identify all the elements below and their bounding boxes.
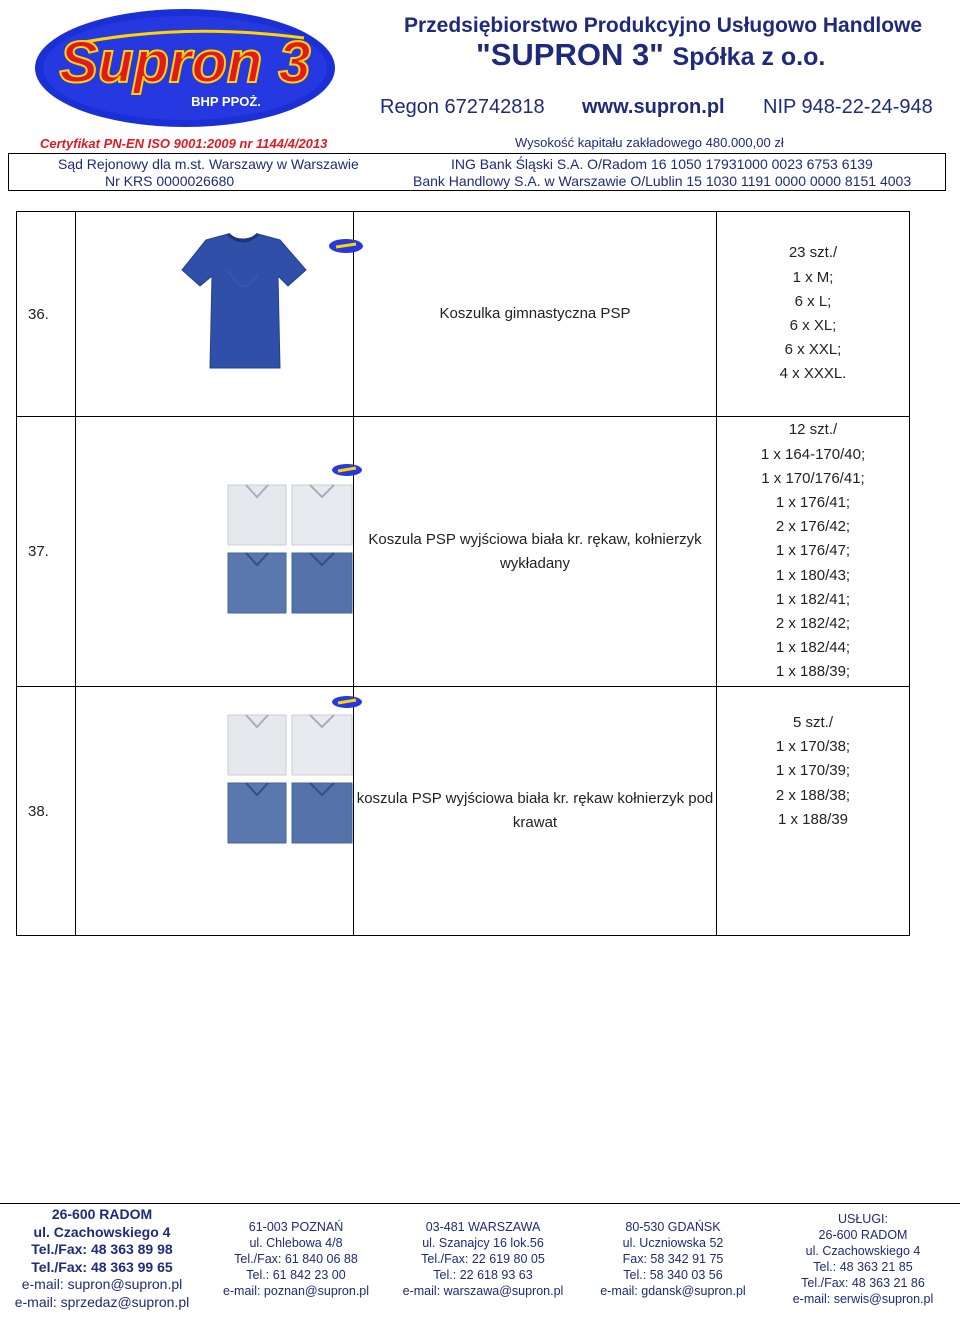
footer-line: Tel./Fax: 61 840 06 88 (234, 1252, 358, 1266)
iso-certificate: Certyfikat PN-EN ISO 9001:2009 nr 1144/4/2013 (40, 136, 328, 151)
item-name: Koszulka gimnastyczna PSP (354, 212, 717, 417)
quantity-line: 6 x XXL; (784, 341, 842, 359)
footer-line: ul. Czachowskiego 4 (33, 1223, 171, 1240)
footer-gdansk (578, 1219, 768, 1299)
quantity-line: 6 x XL; (789, 317, 837, 334)
table-row (17, 687, 910, 936)
tshirt-image (168, 230, 318, 370)
regon-number: Regon 672742818 (380, 96, 545, 118)
item-image-cell (76, 212, 354, 417)
company-logo (34, 8, 336, 128)
item-quantity (717, 212, 910, 417)
table-row (17, 417, 910, 687)
footer-line: 26-600 RADOM (818, 1228, 908, 1242)
quantity-line: 2 x 176/42; (775, 518, 851, 536)
quantity-line: 1 x 188/39 (777, 810, 849, 828)
footer-email-link[interactable]: e-mail: gdansk@supron.pl (600, 1284, 746, 1298)
footer-uslugi (768, 1211, 958, 1307)
website-link[interactable]: www.supron.pl (582, 96, 725, 118)
nip-number: NIP 948-22-24-948 (763, 96, 933, 118)
footer-email-link[interactable]: e-mail: poznan@supron.pl (222, 1284, 370, 1298)
item-number: 36. (17, 212, 76, 417)
quantity-line: 1 x 182/41; (775, 590, 851, 608)
court-line1: Sąd Rejonowy dla m.st. Warszawy w Warszawie (58, 156, 359, 172)
item-quantity (717, 417, 910, 687)
footer-line: Tel./Fax: 22 619 80 05 (421, 1252, 545, 1266)
footer-line: Tel.: 61 842 23 00 (246, 1268, 346, 1282)
quantity-line: 1 x 188/39; (775, 663, 851, 681)
footer-line: Tel./Fax: 48 363 21 86 (801, 1276, 925, 1290)
footer-email-link[interactable]: e-mail: sprzedaz@supron.pl (14, 1293, 190, 1310)
quantity-line: 2 x 182/42; (775, 615, 851, 632)
item-number: 37. (17, 417, 76, 687)
footer-line: ul. Czachowskiego 4 (805, 1244, 921, 1258)
footer-line: Tel.: 48 363 21 85 (813, 1260, 913, 1274)
brand-badge-icon (331, 463, 363, 477)
footer-line: Fax: 58 342 91 75 (622, 1252, 724, 1266)
footer-line: 03-481 WARSZAWA (425, 1220, 541, 1234)
quantity-line: 1 x 182/44; (775, 639, 851, 657)
quantity-line: 1 x 170/39; (775, 762, 851, 780)
company-name-rest: Spółka z o.o. (672, 43, 826, 71)
footer-poznan (204, 1219, 388, 1299)
bank-line1: ING Bank Śląski S.A. O/Radom 16 1050 17931000 0023 6753 6139 (451, 156, 873, 172)
brand-badge-icon (328, 238, 364, 254)
quantity-line: 6 x L; (794, 292, 832, 310)
footer-line: 61-003 POZNAŃ (248, 1220, 344, 1234)
quantity-line: 1 x 170/176/41; (761, 469, 865, 487)
brand-badge-icon (331, 695, 363, 709)
logo-brand-text: Supron 3 (59, 30, 311, 95)
footer-radom (0, 1206, 204, 1311)
share-capital: Wysokość kapitału zakładowego 480.000,00 zł (515, 135, 784, 150)
footer-line: 80-530 GDAŃSK (625, 1220, 721, 1234)
company-ids (380, 96, 940, 122)
item-image-cell (76, 687, 354, 936)
quantity-line: 23 szt./ (788, 244, 838, 262)
registration-info-box (8, 153, 946, 191)
footer-line: Tel.: 58 340 03 56 (623, 1268, 723, 1282)
quantity-line: 1 x 176/47; (775, 542, 851, 560)
table-row (17, 212, 910, 417)
footer-line: ul. Szanajcy 16 lok.56 (422, 1236, 544, 1250)
shirts-image (226, 707, 358, 845)
shirts-image (226, 477, 358, 615)
footer-email-link[interactable]: e-mail: serwis@supron.pl (792, 1292, 934, 1306)
company-name-main: "SUPRON 3" (476, 37, 664, 72)
item-name: Koszula PSP wyjściowa biała kr. rękaw, kołnierzyk wykładany (354, 417, 717, 687)
quantity-line: 12 szt./ (788, 421, 838, 439)
footer-line: 26-600 RADOM (51, 1206, 153, 1222)
quantity-line: 4 x XXXL. (779, 365, 847, 383)
footer-email-link[interactable]: e-mail: warszawa@supron.pl (402, 1284, 564, 1298)
item-quantity (717, 687, 910, 936)
court-line2: Nr KRS 0000026680 (105, 173, 235, 189)
quantity-line: 1 x 176/41; (775, 493, 851, 511)
company-name-line2 (476, 37, 936, 73)
items-table (16, 211, 910, 936)
footer-line: Tel./Fax: 48 363 99 65 (31, 1258, 173, 1275)
item-name: koszula PSP wyjściowa biała kr. rękaw kołnierzyk pod krawat (354, 687, 717, 936)
bank-line2: Bank Handlowy S.A. w Warszawie O/Lublin 15 1030 1191 0000 0000 8151 4003 (413, 173, 912, 189)
footer-line: ul. Uczniowska 52 (622, 1236, 724, 1250)
item-number: 38. (17, 687, 76, 936)
company-name-line1: Przedsiębiorstwo Produkcyjno Usługowo Handlowe (404, 14, 923, 37)
footer-warszawa (388, 1219, 578, 1299)
quantity-line: 1 x 170/38; (775, 738, 851, 756)
quantity-line: 1 x 180/43; (775, 566, 851, 584)
quantity-line: 1 x 164-170/40; (760, 445, 866, 463)
footer-contacts (0, 1203, 960, 1317)
item-image-cell (76, 417, 354, 687)
logo-sub-text: BHP PPOŻ. (191, 94, 261, 109)
footer-email-link[interactable]: e-mail: supron@supron.pl (21, 1276, 183, 1292)
footer-line: USŁUGI: (837, 1212, 888, 1226)
quantity-line: 2 x 188/38; (775, 786, 851, 804)
footer-line: ul. Chlebowa 4/8 (249, 1236, 343, 1250)
quantity-line: 1 x M; (792, 268, 834, 286)
footer-line: Tel.: 22 618 93 63 (433, 1268, 533, 1282)
footer-line: Tel./Fax: 48 363 89 98 (31, 1241, 173, 1257)
quantity-line: 5 szt./ (792, 714, 833, 731)
